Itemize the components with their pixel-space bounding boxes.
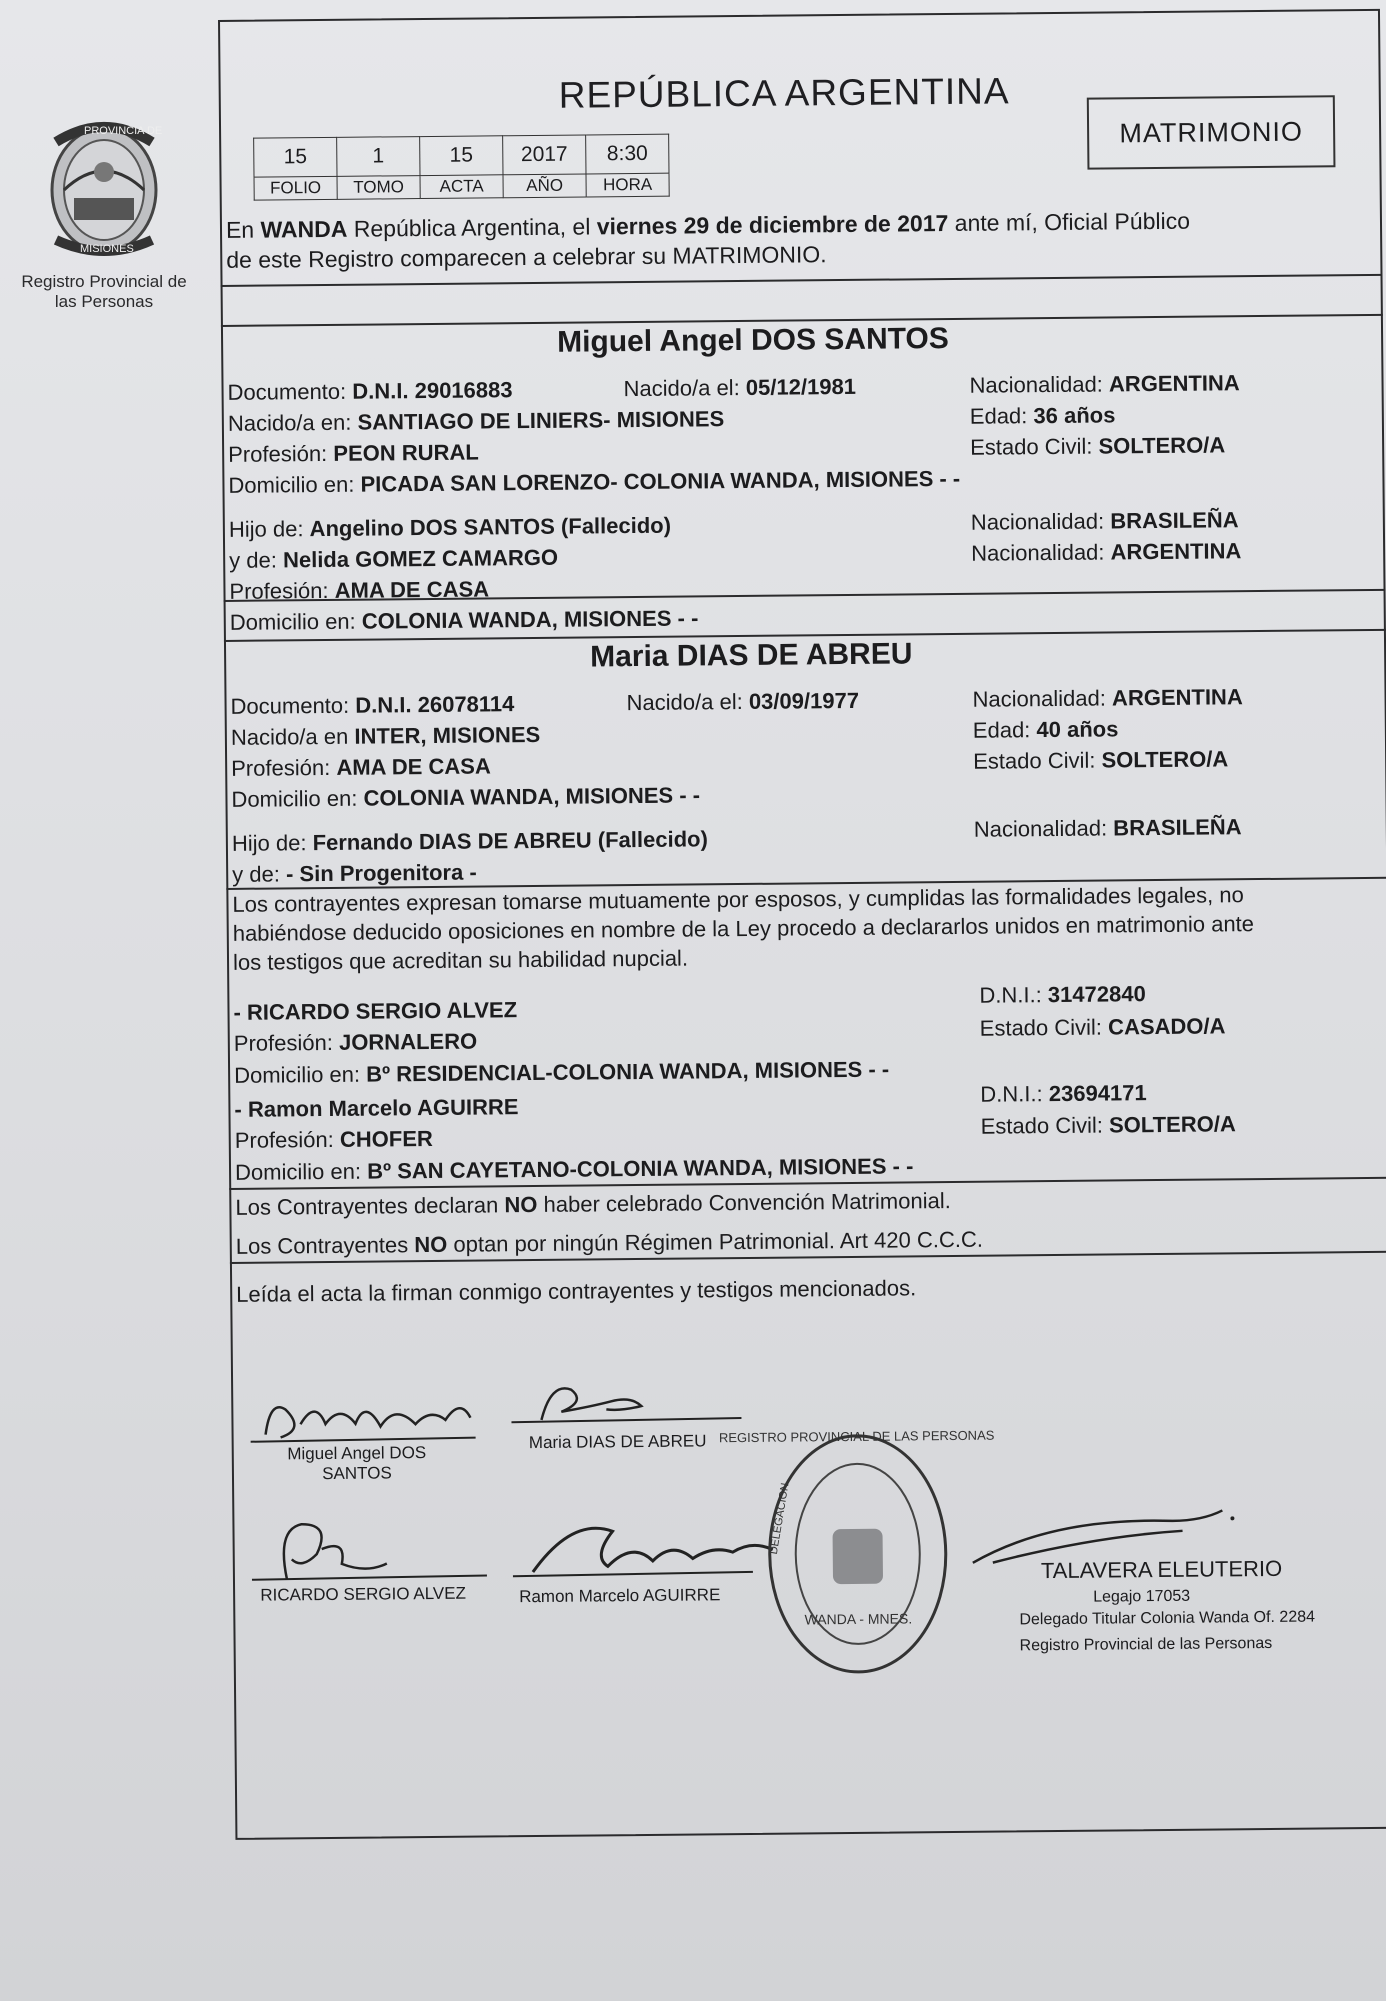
- act-content: [218, 9, 1386, 1840]
- registro-provincial-label: Registro Provincial de las Personas: [21, 272, 187, 311]
- spouse1-madre: y de: Nelida GOMEZ CAMARGO: [229, 544, 559, 573]
- spouse2-nacionalidad: Nacionalidad: ARGENTINA: [972, 684, 1243, 712]
- official-name: TALAVERA ELEUTERIO: [1040, 1555, 1283, 1584]
- acta-value: 15: [420, 136, 503, 176]
- spouse2-padre: Hijo de: Fernando DIAS DE ABREU (Fallecido): [231, 826, 708, 856]
- spouse1-madre-profesion: Profesión: AMA DE CASA: [229, 576, 490, 604]
- witness2-profesion: Profesión: CHOFER: [234, 1125, 433, 1153]
- witness1-dni: D.N.I.: 31472840: [979, 981, 1146, 1008]
- spouse1-nacido-en: Nacido/a en: SANTIAGO DE LINIERS- MISIONES: [227, 406, 725, 436]
- official-legajo: Legajo 17053: [1093, 1587, 1191, 1606]
- spouse2-estado-civil: Estado Civil: SOLTERO/A: [973, 746, 1229, 774]
- spouse1-nacionalidad: Nacionalidad: ARGENTINA: [969, 370, 1240, 398]
- clause-regimen: Los Contrayentes NO optan por ningún Régimen Patrimonial. Art 420 C.C.C.: [235, 1226, 984, 1259]
- official-seal: [718, 1427, 995, 1680]
- spouse1-edad: Edad: 36 años: [969, 402, 1116, 429]
- act-type-box: MATRIMONIO: [1087, 95, 1336, 169]
- witness1-domicilio: Domicilio en: Bº RESIDENCIAL-COLONIA WANDA, MISIONES - -: [234, 1056, 890, 1088]
- spouse2-nacido-el: Nacido/a el: 03/09/1977: [626, 687, 860, 716]
- spouse2-profesion: Profesión: AMA DE CASA: [231, 753, 491, 781]
- spouse1-domicilio: Domicilio en: PICADA SAN LORENZO- COLONIA WANDA, MISIONES - -: [228, 465, 961, 498]
- official-cargo: Delegado Titular Colonia Wanda Of. 2284: [1019, 1608, 1316, 1629]
- witness1-estado-civil: Estado Civil: CASADO/A: [979, 1013, 1226, 1041]
- intro-line-2: de este Registro comparecen a celebrar su MATRIMONIO.: [226, 241, 827, 273]
- anio-label: AÑO: [503, 174, 586, 198]
- reading-statement: Leída el acta la firman conmigo contrayentes y testigos mencionados.: [236, 1275, 917, 1307]
- witness2-name: - Ramon Marcelo AGUIRRE: [234, 1094, 519, 1122]
- svg-text:MISIONES: MISIONES: [80, 243, 134, 255]
- folio-value: 15: [254, 137, 337, 177]
- signature-1-label: Miguel Angel DOS SANTOS: [287, 1443, 427, 1484]
- spouse1-documento: Documento: D.N.I. 29016883: [227, 377, 513, 405]
- acta-label: ACTA: [420, 175, 503, 199]
- spouse2-documento: Documento: D.N.I. 26078114: [230, 691, 515, 719]
- country-title: REPÚBLICA ARGENTINA: [558, 70, 1010, 116]
- seal-side-text: DELEGACION: [767, 1482, 792, 1556]
- seal-inner-text: WANDA - MNES.: [804, 1610, 913, 1628]
- tomo-label: TOMO: [337, 176, 420, 200]
- clause-convencion: Los Contrayentes declaran NO haber celebrado Convención Matrimonial.: [235, 1188, 951, 1220]
- emblem-label: PROVINCIA DE: [84, 125, 163, 137]
- witness1-profesion: Profesión: JORNALERO: [233, 1028, 478, 1056]
- hora-value: 8:30: [586, 134, 669, 174]
- spouse2-name: Maria DIAS DE ABREU: [589, 637, 913, 674]
- declaration-line-1: Los contrayentes expresan tomarse mutuamente por esposos, y cumplidas las formalidades legales, no: [232, 882, 1244, 917]
- official-registro: Registro Provincial de las Personas: [1019, 1634, 1273, 1655]
- witness2-estado-civil: Estado Civil: SOLTERO/A: [980, 1111, 1236, 1139]
- spouse2-nacido-en: Nacido/a en INTER, MISIONES: [230, 721, 541, 750]
- signature-3-label: RICARDO SERGIO ALVEZ: [260, 1583, 467, 1605]
- spouse1-madre-domicilio: Domicilio en: COLONIA WANDA, MISIONES - -: [229, 605, 699, 635]
- folio-label: FOLIO: [254, 176, 337, 200]
- witness2-dni: D.N.I.: 23694171: [980, 1080, 1147, 1107]
- spouse2-madre: y de: - Sin Progenitora -: [232, 859, 477, 887]
- spouse1-padre: Hijo de: Angelino DOS SANTOS (Fallecido): [228, 512, 672, 542]
- signature-2-scribble: [511, 1370, 762, 1432]
- anio-value: 2017: [503, 135, 586, 175]
- spouse1-estado-civil: Estado Civil: SOLTERO/A: [970, 432, 1226, 460]
- signature-1-scribble: [245, 1377, 496, 1449]
- signature-4-label: Ramon Marcelo AGUIRRE: [519, 1585, 721, 1607]
- declaration-line-3: los testigos que acreditan su habilidad nupcial.: [232, 945, 689, 975]
- spouse1-nacido-el: Nacido/a el: 05/12/1981: [623, 373, 857, 402]
- signature-2-label: Maria DIAS DE ABREU: [528, 1431, 707, 1453]
- spouse2-edad: Edad: 40 años: [972, 716, 1119, 743]
- spouse1-madre-nacionalidad: Nacionalidad: ARGENTINA: [971, 538, 1242, 566]
- intro-line-1: En WANDA República Argentina, el viernes 29 de diciembre de 2017 ante mí, Oficial Público: [225, 207, 1191, 243]
- tomo-value: 1: [337, 137, 420, 177]
- declaration-line-2: habiéndose deducido oposiciones en nombre de la Ley procedo a declararlos unidos en matrimonio ante: [232, 911, 1255, 946]
- seal-outer-text: REGISTRO PROVINCIAL DE LAS PERSONAS: [718, 1427, 995, 1446]
- spouse1-padre-nacionalidad: Nacionalidad: BRASILEÑA: [970, 507, 1239, 535]
- hora-label: HORA: [586, 173, 669, 197]
- provincia-misiones-emblem: [34, 112, 174, 262]
- divider: [221, 274, 1383, 287]
- spouse1-name: Miguel Angel DOS SANTOS: [556, 322, 949, 359]
- witness1-name: - RICARDO SERGIO ALVEZ: [233, 997, 518, 1025]
- spouse2-domicilio: Domicilio en: COLONIA WANDA, MISIONES - -: [231, 782, 701, 812]
- signature-3-scribble: [246, 1507, 497, 1589]
- witness2-domicilio: Domicilio en: Bº SAN CAYETANO-COLONIA WANDA, MISIONES - -: [234, 1153, 914, 1185]
- spouse1-profesion: Profesión: PEON RURAL: [228, 439, 479, 467]
- spouse2-padre-nacionalidad: Nacionalidad: BRASILEÑA: [973, 814, 1242, 842]
- registry-table: [253, 134, 670, 201]
